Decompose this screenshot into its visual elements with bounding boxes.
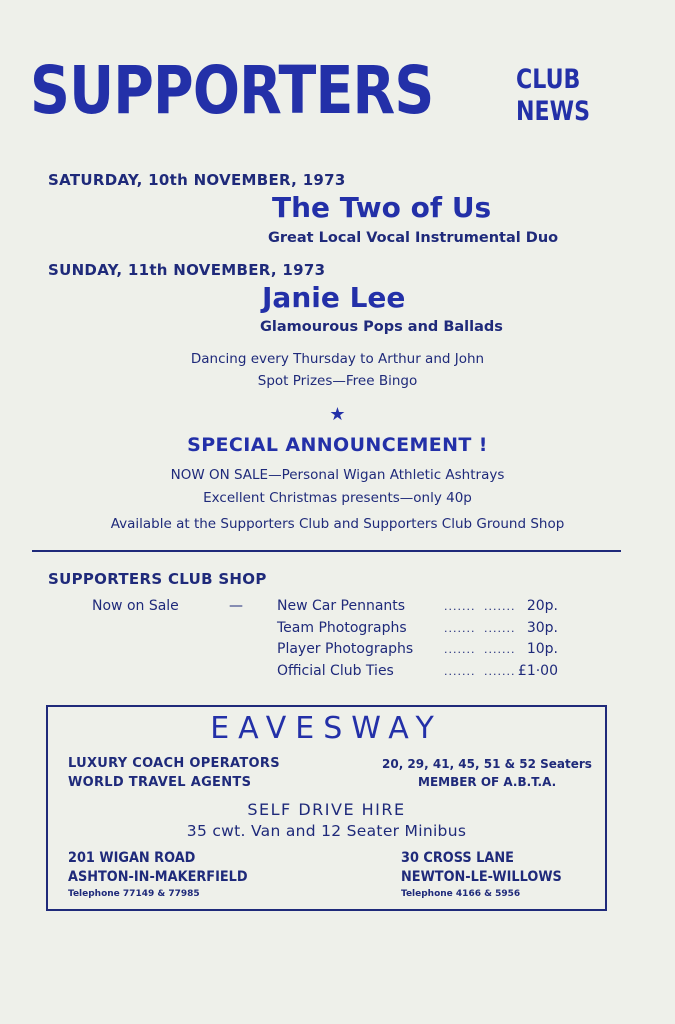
shop-item-name: New Car Pennants [277, 598, 406, 614]
advert-address-left-line2: ASHTON-IN-MAKERFIELD [68, 869, 248, 885]
shop-leader-dots: ....... [444, 600, 476, 613]
eavesway-title: EAVESWAY [210, 711, 443, 746]
advert-address-right-line1: 30 CROSS LANE [401, 850, 514, 866]
masthead-title: SUPPORTERS [30, 52, 434, 129]
masthead-news: NEWS [516, 96, 591, 127]
shop-item-price: £1·00 [517, 663, 558, 679]
event-description-duo: Great Local Vocal Instrumental Duo [268, 230, 559, 246]
masthead-side [516, 64, 590, 128]
shop-dash: — [229, 598, 243, 614]
advert-abta: MEMBER OF A.B.T.A. [418, 775, 557, 789]
advert-address-left-line1: 201 WIGAN ROAD [68, 850, 196, 866]
shop-item-name: Official Club Ties [277, 663, 394, 679]
advert-van-minibus: 35 cwt. Van and 12 Seater Minibus [186, 822, 467, 840]
shop-item-price: 10p. [526, 641, 558, 657]
announcement-line-ashtrays: NOW ON SALE—Personal Wigan Athletic Ashtrays [170, 467, 505, 483]
announcement-line-available: Available at the Supporters Club and Supporters Club Ground Shop [110, 516, 565, 532]
announcement-line-presents: Excellent Christmas presents—only 40p [203, 490, 472, 506]
advert-address-right-line2: NEWTON-LE-WILLOWS [401, 869, 562, 885]
star-icon: ★ [329, 404, 346, 425]
shop-leader-dots: ....... [484, 643, 516, 656]
advert-self-drive-hire: SELF DRIVE HIRE [247, 800, 406, 819]
prizes-line: Spot Prizes—Free Bingo [257, 373, 418, 389]
shop-item-price: 30p. [526, 620, 558, 636]
advert-telephone-right: Telephone 4166 & 5956 [401, 889, 521, 899]
event-act-janie-lee: Janie Lee [262, 281, 406, 314]
special-announcement-heading: SPECIAL ANNOUNCEMENT ! [187, 434, 488, 456]
shop-leader-dots: ....... [484, 665, 516, 678]
section-divider [32, 550, 621, 552]
shop-leader-dots: ....... [444, 665, 476, 678]
event-date-saturday: SATURDAY, 10th NOVEMBER, 1973 [48, 171, 346, 189]
shop-leader-dots: ....... [444, 643, 476, 656]
advert-travel-agents: WORLD TRAVEL AGENTS [68, 775, 252, 790]
shop-leader-dots: ....... [484, 600, 516, 613]
shop-now-on-sale: Now on Sale [92, 598, 179, 614]
shop-title: SUPPORTERS CLUB SHOP [48, 570, 267, 588]
dancing-line: Dancing every Thursday to Arthur and John [190, 351, 485, 367]
event-description-pops: Glamourous Pops and Ballads [260, 319, 503, 335]
advert-seaters: 20, 29, 41, 45, 51 & 52 Seaters [382, 757, 592, 771]
advert-coach-operators: LUXURY COACH OPERATORS [68, 756, 280, 771]
shop-item-price: 20p. [526, 598, 558, 614]
masthead-club: CLUB [516, 64, 581, 95]
shop-leader-dots: ....... [484, 622, 516, 635]
shop-item-name: Team Photographs [277, 620, 407, 636]
event-act-two-of-us: The Two of Us [272, 191, 492, 224]
shop-leader-dots: ....... [444, 622, 476, 635]
advert-telephone-left: Telephone 77149 & 77985 [68, 889, 200, 899]
shop-item-name: Player Photographs [277, 641, 414, 657]
event-date-sunday: SUNDAY, 11th NOVEMBER, 1973 [48, 261, 326, 279]
